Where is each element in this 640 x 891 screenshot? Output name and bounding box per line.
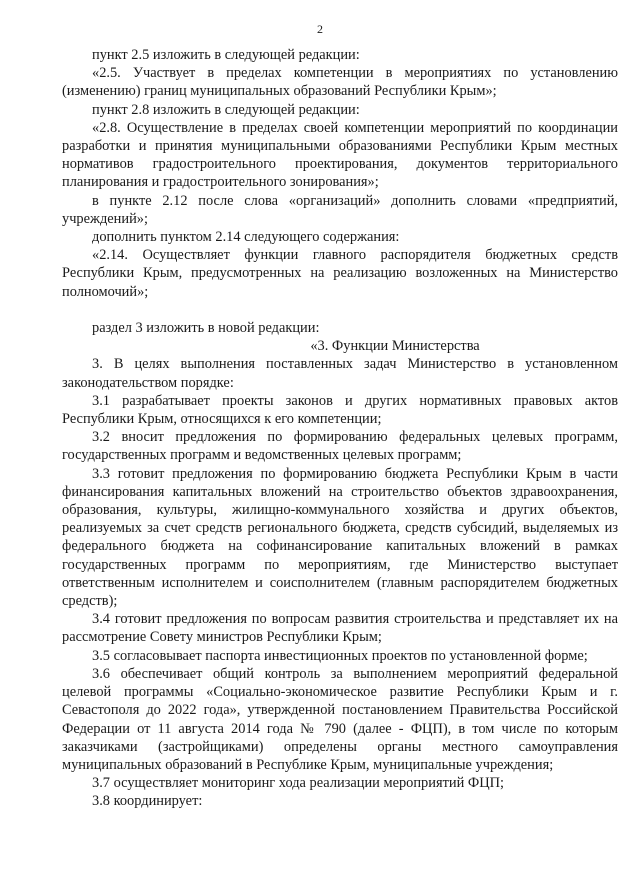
section-paragraph: 3.1 разрабатывает проекты законов и других нормативных правовых актов Республики Крым, относящихся к его компетенции; bbox=[62, 392, 618, 428]
section-paragraph: 3.8 координирует: bbox=[92, 793, 203, 810]
section-paragraph: 3.3 готовит предложения по формированию бюджета Республики Крым в части финансирования капитальных вложений на строительство объектов здравоохранения, образования, культуры, жилищно-коммунального хозяйства и других объектов, реализуемых за счет средств регионального бюджета, средств субсидий, выделяемых из федерального бюджета на софинансирование капитальных вложений в рамках государственных программ по мероприятиям, где Министерство выступает ответственным исполнителем и соисполнителем (главным распорядителем бюджетных средств); bbox=[62, 465, 618, 610]
amendment-paragraph: пункт 2.5 изложить в следующей редакции: bbox=[92, 47, 360, 63]
section-paragraph: 3.7 осуществляет мониторинг хода реализации мероприятий ФЦП; bbox=[92, 775, 505, 792]
amendment-paragraph: пункт 2.8 изложить в следующей редакции: bbox=[92, 101, 360, 118]
amendment-paragraph: дополнить пунктом 2.14 следующего содержания: bbox=[92, 229, 400, 246]
amendment-paragraph: «2.8. Осуществление в пределах своей компетенции мероприятий по координации разработки и принятия муниципальными образованиями Республики Крым местных нормативов градостроительного проектирования, документов территориального планирования и градостроительного зонирования»; bbox=[62, 119, 618, 191]
spacer bbox=[62, 301, 618, 319]
section-paragraph: 3.5 согласовывает паспорта инвестиционных проектов по установленной форме; bbox=[92, 647, 588, 664]
document-body bbox=[62, 46, 618, 811]
amendment-paragraph: в пункте 2.12 после слова «организаций» дополнить словами «предприятий, учреждений»; bbox=[62, 192, 618, 227]
section-paragraph: 3.2 вносит предложения по формированию федеральных целевых программ, государственных программ и ведомственных целевых программ; bbox=[62, 429, 618, 464]
page-number: 2 bbox=[317, 22, 323, 36]
section-heading: «3. Функции Министерства bbox=[310, 338, 480, 355]
section-paragraph: 3. В целях выполнения поставленных задач Министерство в установленном законодательством порядке: bbox=[62, 356, 618, 391]
section-paragraph: 3.6 обеспечивает общий контроль за выполнением мероприятий федеральной целевой программы «Социально-экономическое развитие Республики Крым и г. Севастополя до 2022 года», утвержденной постановлением Правительства Российской Федерации от 11 августа 2014 года № 790 (далее - ФЦП), в том числе по которым заказчиками (застройщиками) определены органы местного самоуправления муниципальных образований в Республике Крым, муниципальные учреждения; bbox=[62, 665, 618, 773]
amendment-paragraph: «2.14. Осуществляет функции главного распорядителя бюджетных средств Республики Крым, предусмотренных на реализацию возложенных на Министерство полномочий»; bbox=[62, 247, 618, 300]
amendment-paragraph: «2.5. Участвует в пределах компетенции в мероприятиях по установлению (изменению) границ муниципальных образований Республики Крым»; bbox=[62, 65, 618, 100]
section-intro: раздел 3 изложить в новой редакции: bbox=[92, 320, 320, 337]
section-paragraph: 3.4 готовит предложения по вопросам развития строительства и представляет их на рассмотрение Совету министров Республики Крым; bbox=[62, 611, 618, 646]
